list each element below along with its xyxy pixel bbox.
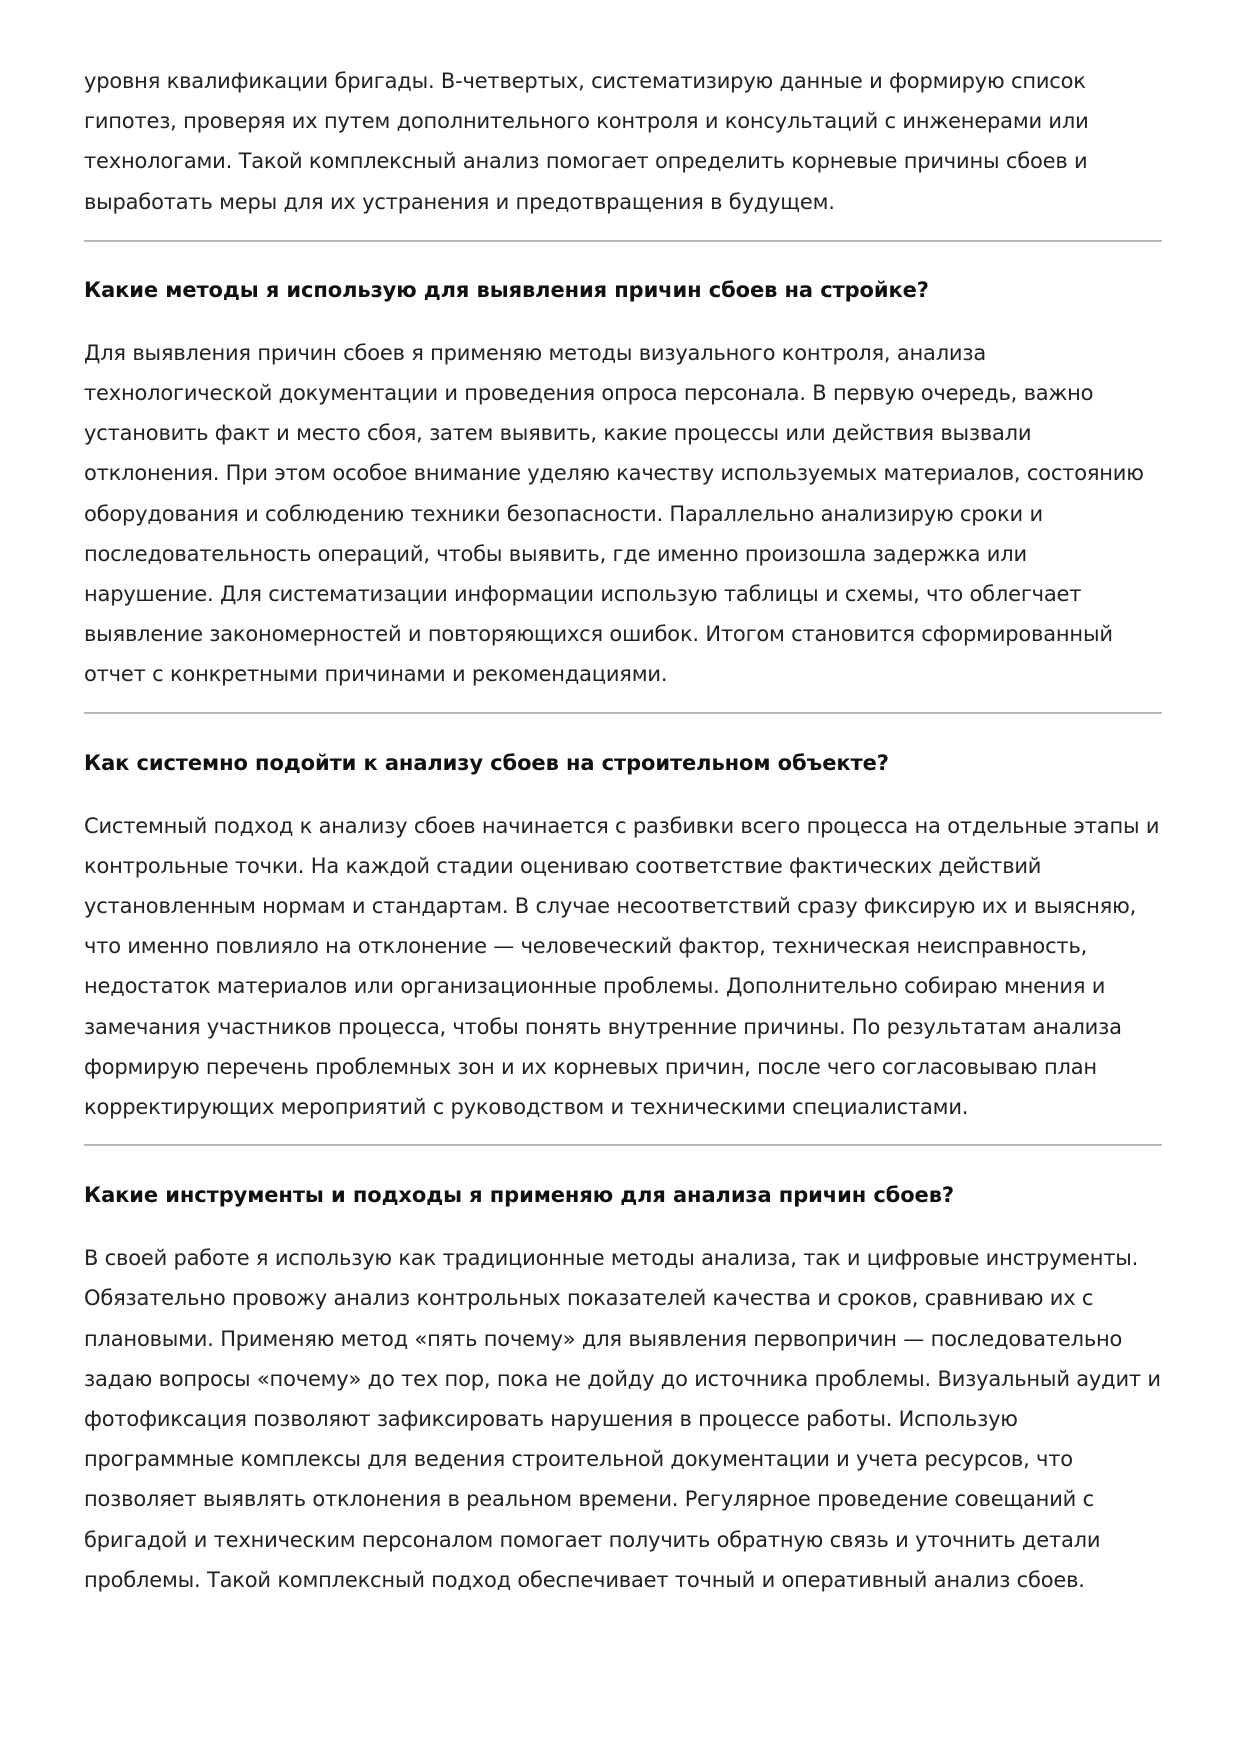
section-heading: Какие инструменты и подходы я применяю для анализа причин сбоев?: [84, 1183, 954, 1208]
faq-section: [84, 712, 1162, 1128]
section-paragraph: В своей работе я использую как традиционные методы анализа, так и цифровые инструменты. Обязательно провожу анализ контрольных показателей качества и сроков, сравниваю их с плановыми. Применяю метод «пять почему» для выявления первопричин — последовательно задаю вопросы «почему» до тех пор, пока не дойду до источника проблемы. Визуальный аудит и фотофиксация позволяют зафиксировать нарушения в процессе работы. Использую программные комплексы для ведения строительной документации и учета ресурсов, что позволяет выявлять отклонения в реальном времени. Регулярное проведение совещаний с бригадой и техническим персоналом помогает получить обратную связь и уточнить детали проблемы. Такой комплексный подход обеспечивает точный и оперативный анализ сбоев.: [84, 1246, 1161, 1592]
section-divider: [84, 1144, 1162, 1146]
document-page: [84, 0, 1162, 1600]
section-divider: [84, 712, 1162, 714]
faq-section: [84, 240, 1162, 695]
intro-paragraph: уровня квалификации бригады. В-четвертых, систематизирую данные и формирую список гипотез, проверяя их путем дополнительного контроля и консультаций с инженерами или технологами. Такой комплексный анализ помогает определить корневые причины сбоев и выработать меры для их устранения и предотвращения в будущем.: [84, 69, 1089, 214]
section-heading: Как системно подойти к анализу сбоев на строительном объекте?: [84, 750, 889, 775]
section-paragraph: Для выявления причин сбоев я применяю методы визуального контроля, анализа технологической документации и проведения опроса персонала. В первую очередь, важно установить факт и место сбоя, затем выявить, какие процессы или действия вызвали отклонения. При этом особое внимание уделяю качеству используемых материалов, состоянию оборудования и соблюдению техники безопасности. Параллельно анализирую сроки и последовательность операций, чтобы выявить, где именно произошла задержка или нарушение. Для систематизации информации использую таблицы и схемы, что облегчает выявление закономерностей и повторяющихся ошибок. Итогом становится сформированный отчет с конкретными причинами и рекомендациями.: [84, 340, 1144, 687]
section-divider: [84, 240, 1162, 242]
section-paragraph: Системный подход к анализу сбоев начинается с разбивки всего процесса на отдельные этапы и контрольные точки. На каждой стадии оцениваю соответствие фактических действий установленным нормам и стандартам. В случае несоответствий сразу фиксирую их и выясняю, что именно повлияло на отклонение — человеческий фактор, техническая неисправность, недостаток материалов или организационные проблемы. Дополнительно собираю мнения и замечания участников процесса, чтобы понять внутренние причины. По результатам анализа формирую перечень проблемных зон и их корневых причин, после чего согласовываю план корректирующих мероприятий с руководством и техническими специалистами.: [84, 813, 1160, 1120]
section-heading: Какие методы я использую для выявления причин сбоев на стройке?: [84, 277, 929, 302]
faq-section: [84, 1144, 1162, 1600]
